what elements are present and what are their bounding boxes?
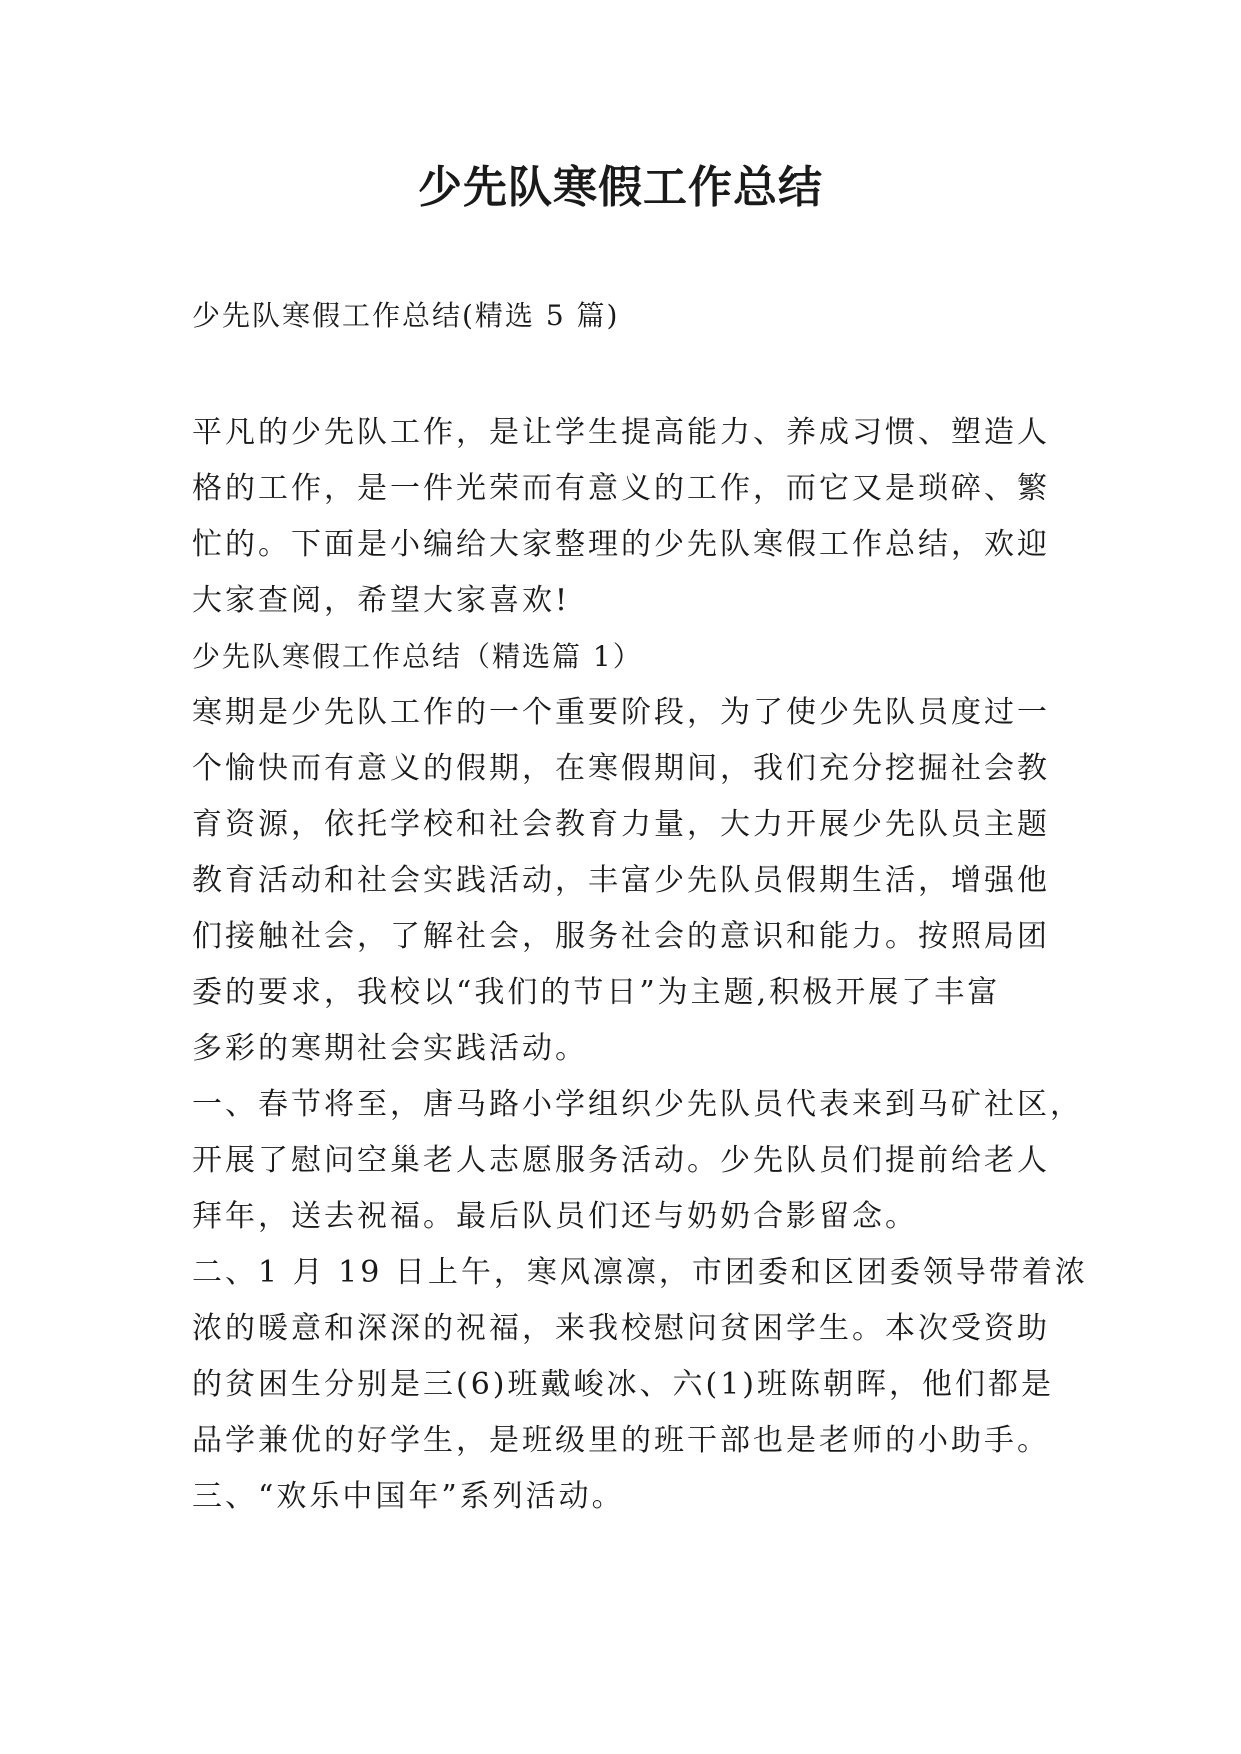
body-line: 一、春节将至，唐马路小学组织少先队员代表来到马矿社区，: [192, 1087, 1083, 1122]
body-line: 个愉快而有意义的假期，在寒假期间，我们充分挖掘社会教: [192, 751, 1050, 786]
body-line: 教育活动和社会实践活动，丰富少先队员假期生活，增强他: [192, 863, 1050, 898]
document-title: 少先队寒假工作总结: [418, 162, 823, 213]
body-line: 拜年，送去祝福。最后队员们还与奶奶合影留念。: [192, 1199, 918, 1234]
body-line: 育资源，依托学校和社会教育力量，大力开展少先队员主题: [192, 807, 1050, 842]
document-subtitle: 少先队寒假工作总结(精选 5 篇): [192, 299, 620, 332]
body-line: 委的要求，我校以“我们的节日”为主题,积极开展了丰富: [192, 975, 1001, 1010]
body-line: 三、“欢乐中国年”系列活动。: [192, 1479, 625, 1514]
body-line: 开展了慰问空巢老人志愿服务活动。少先队员们提前给老人: [192, 1143, 1050, 1178]
body-line: 的贫困生分别是三(6)班戴峻冰、六(1)班陈朝晖，他们都是: [192, 1367, 1054, 1402]
body-line: 浓的暖意和深深的祝福，来我校慰问贫困学生。本次受资助: [192, 1311, 1050, 1346]
body-line: 寒期是少先队工作的一个重要阶段，为了使少先队员度过一: [192, 695, 1050, 730]
body-line: 格的工作，是一件光荣而有意义的工作，而它又是琐碎、繁: [192, 471, 1050, 506]
body-line: 忙的。下面是小编给大家整理的少先队寒假工作总结，欢迎: [192, 527, 1050, 562]
body-line: 二、1 月 19 日上午，寒风凛凛，市团委和区团委领导带着浓: [192, 1255, 1088, 1290]
body-line: 平凡的少先队工作，是让学生提高能力、养成习惯、塑造人: [192, 415, 1050, 450]
document-body: [192, 405, 1088, 1525]
body-line: 大家查阅，希望大家喜欢!: [192, 583, 571, 618]
body-line: 多彩的寒期社会实践活动。: [192, 1031, 588, 1066]
body-line: 们接触社会，了解社会，服务社会的意识和能力。按照局团: [192, 919, 1050, 954]
section-heading: 少先队寒假工作总结（精选篇 1）: [192, 640, 643, 673]
body-line: 品学兼优的好学生，是班级里的班干部也是老师的小助手。: [192, 1423, 1050, 1458]
